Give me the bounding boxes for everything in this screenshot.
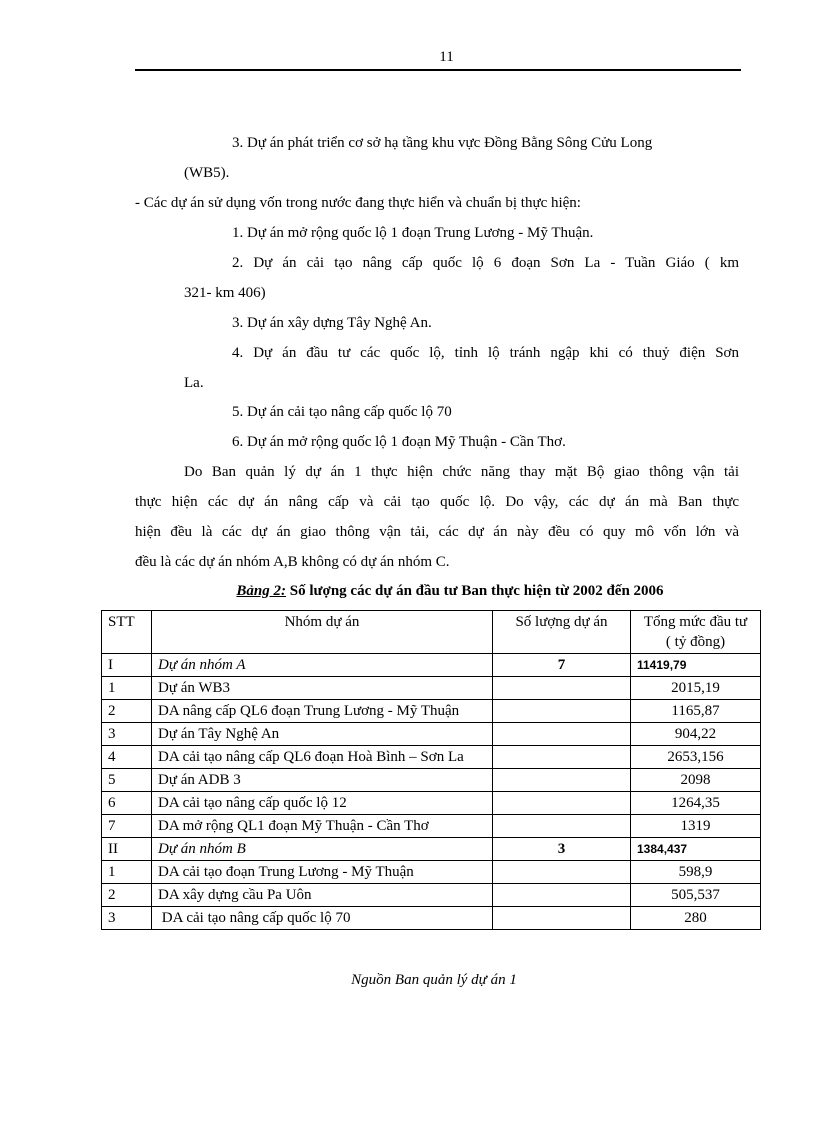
project-name-cell: DA mở rộng QL1 đoạn Mỹ Thuận - Cần Thơ [152,815,493,838]
stt-cell: 1 [102,677,152,700]
header-rule [135,69,741,71]
domestic-item-3: 3. Dự án xây dựng Tây Nghệ An. [232,315,432,331]
table-row [102,861,761,884]
investment-cell: 1264,35 [631,792,761,815]
project-name-cell: DA cải tạo đoạn Trung Lương - Mỹ Thuận [152,861,493,884]
domestic-intro: - Các dự án sử dụng vốn trong nước đang thực hiển và chuẩn bị thực hiện: [135,195,581,211]
domestic-item-5: 5. Dự án cải tạo nâng cấp quốc lộ 70 [232,404,452,420]
header-project-count: Số lượng dự án [493,611,631,654]
table-row-group-b [102,838,761,861]
paragraph-line-2: thực hiện các dự án nâng cấp và cải tạo quốc lộ. Do vậy, các dự án mà Ban thực [135,494,739,510]
table-row-group-a [102,654,761,677]
project-name-cell: Dự án Tây Nghệ An [152,723,493,746]
table-row [102,815,761,838]
domestic-item-2-line-2: 321- km 406) [184,285,266,301]
investment-cell: 280 [631,907,761,930]
investment-cell: 2015,19 [631,677,761,700]
project-name-cell: DA cải tạo nâng cấp quốc lộ 12 [152,792,493,815]
project-count-cell [493,723,631,746]
project-count-cell: 7 [493,654,631,677]
table-row [102,884,761,907]
project-count-cell [493,861,631,884]
table-header-row [102,611,761,654]
projects-table [101,610,761,930]
investment-cell: 1165,87 [631,700,761,723]
investment-cell: 1384,437 [631,838,761,861]
project-name-cell: Dự án nhóm A [152,654,493,677]
table-row [102,792,761,815]
paragraph-line-4: đều là các dự án nhóm A,B không có dự án nhóm C. [135,554,450,570]
investment-cell: 1319 [631,815,761,838]
item-3-line-1: 3. Dự án phát triển cơ sở hạ tầng khu vực Đồng Bằng Sông Cửu Long [232,135,653,151]
stt-cell: 5 [102,769,152,792]
project-name-cell: DA nâng cấp QL6 đoạn Trung Lương - Mỹ Thuận [152,700,493,723]
header-total-investment [631,611,761,654]
project-count-cell [493,746,631,769]
table-row [102,723,761,746]
table-row [102,769,761,792]
investment-cell: 904,22 [631,723,761,746]
domestic-item-1: 1. Dự án mở rộng quốc lộ 1 đoạn Trung Lương - Mỹ Thuận. [232,225,594,241]
project-count-cell [493,792,631,815]
project-name-cell: Dự án nhóm B [152,838,493,861]
investment-cell: 11419,79 [631,654,761,677]
stt-cell: I [102,654,152,677]
stt-cell: 3 [102,723,152,746]
project-count-cell [493,815,631,838]
stt-cell: II [102,838,152,861]
stt-cell: 2 [102,884,152,907]
project-count-cell [493,700,631,723]
header-stt: STT [102,611,152,654]
domestic-item-4-line-2: La. [184,375,204,391]
page-number: 11 [439,49,454,65]
project-count-cell [493,884,631,907]
project-name-cell: DA cải tạo nâng cấp quốc lộ 70 [152,907,493,930]
project-count-cell [493,677,631,700]
project-name-cell: Dự án ADB 3 [152,769,493,792]
header-project-group: Nhóm dự án [152,611,493,654]
stt-cell: 7 [102,815,152,838]
table-source: Nguồn Ban quản lý dự án 1 [351,972,517,988]
project-count-cell [493,769,631,792]
project-count-cell: 3 [493,838,631,861]
table-row [102,677,761,700]
table-caption-text: Số lượng các dự án đầu tư Ban thực hiện từ 2002 đến 2006 [286,583,664,599]
domestic-item-6: 6. Dự án mở rộng quốc lộ 1 đoạn Mỹ Thuận - Cần Thơ. [232,434,566,450]
project-count-cell [493,907,631,930]
project-name-cell: DA cải tạo nâng cấp QL6 đoạn Hoà Bình – Sơn La [152,746,493,769]
domestic-item-4-line-1: 4. Dự án đầu tư các quốc lộ, tỉnh lộ tránh ngập khi có thuỷ điện Sơn [232,345,739,361]
header-total-investment-unit: ( tỷ đồng) [665,634,726,650]
project-name-cell: DA xây dựng cầu Pa Uôn [152,884,493,907]
table-caption-label: Bảng 2: [236,583,287,599]
domestic-item-2-line-1: 2. Dự án cải tạo nâng cấp quốc lộ 6 đoạn Sơn La - Tuần Giáo ( km [232,255,739,271]
paragraph-line-1: Do Ban quản lý dự án 1 thực hiện chức năng thay mặt Bộ giao thông vận tải [184,464,739,480]
table-caption [0,583,816,600]
stt-cell: 6 [102,792,152,815]
table-row [102,700,761,723]
investment-cell: 2098 [631,769,761,792]
table-row [102,907,761,930]
investment-cell: 598,9 [631,861,761,884]
project-name-cell: Dự án WB3 [152,677,493,700]
paragraph-line-3: hiện đều là các dự án giao thông vận tải, các dự án này đều có quy mô vốn lớn và [135,524,739,540]
table-row [102,746,761,769]
investment-cell: 2653,156 [631,746,761,769]
header-total-investment-title: Tổng mức đầu tư [643,614,748,630]
item-3-line-2: (WB5). [184,165,230,181]
stt-cell: 3 [102,907,152,930]
stt-cell: 1 [102,861,152,884]
stt-cell: 4 [102,746,152,769]
investment-cell: 505,537 [631,884,761,907]
stt-cell: 2 [102,700,152,723]
